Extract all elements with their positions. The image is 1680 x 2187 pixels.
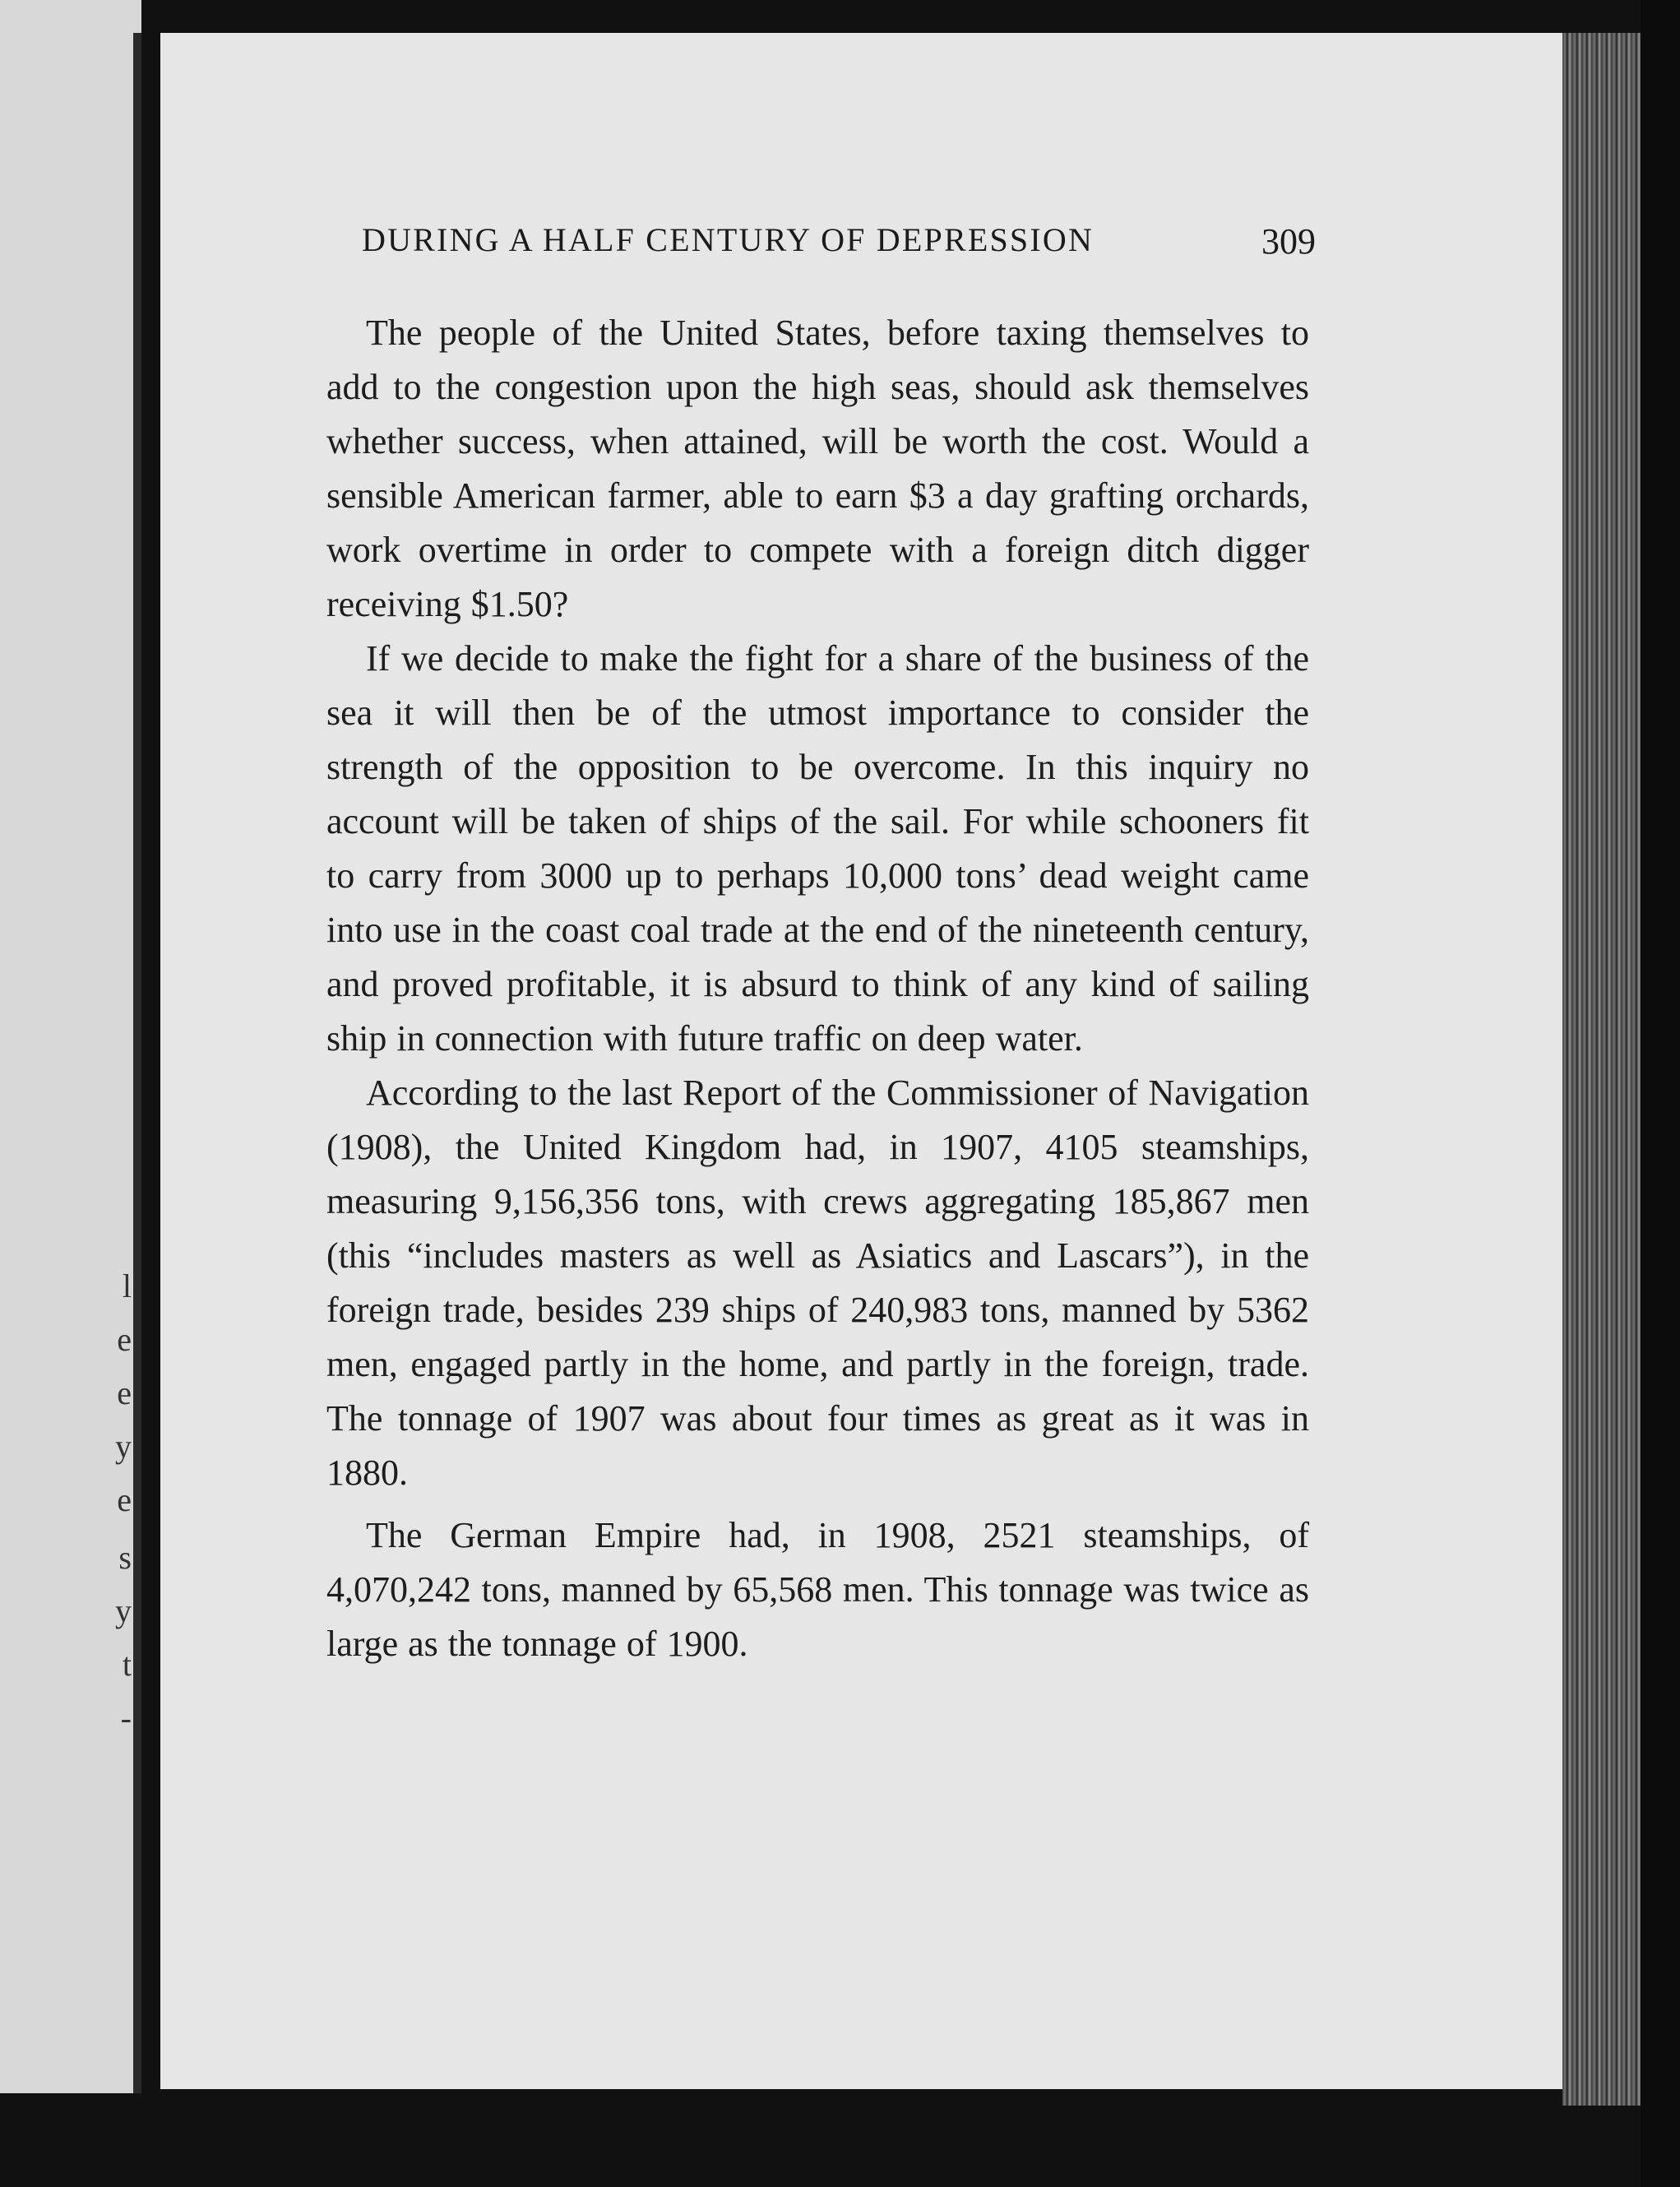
residue-char: e (117, 1321, 132, 1358)
page-header (362, 220, 1316, 270)
gutter-shadow (133, 33, 141, 2093)
residue-char: l (122, 1267, 132, 1304)
scan-border (1641, 0, 1680, 2187)
paragraph: According to the last Report of the Commissioner of Navigation (1908), the United Kingdom had, in 1907, 4105 steamships, measuring 9,156,356 tons, with crews aggregating 185,867 men (this “includes masters as well as Asiatics and Lascars”), in the foreign trade, besides 239 ships of 240,983 tons, manned by 5362 men, engaged partly in the home, and partly in the foreign, trade. The tonnage of 1907 was about four times as great as it was in 1880. (326, 1073, 1309, 1493)
page-number: 309 (1261, 221, 1316, 262)
residue-char: e (117, 1481, 132, 1518)
paragraph: If we decide to make the fight for a share of the business of the sea it will then be of the utmost importance to consider the strength of the opposition to be overcome. In this inquiry no account will be taken of ships of the sail. For while schooners fit to carry from 3000 up to perhaps 10,000 tons’ dead weight came into use in the coast coal trade at the end of the nineteenth century, and proved profitable, it is absurd to think of any kind of sailing ship in connection with future traffic on deep water. (326, 638, 1309, 1059)
paragraph: The people of the United States, before taxing themselves to add to the congestion upon the high seas, should ask themselves whether success, when attained, will be worth the cost. Would a sensible American farmer, able to earn $3 a day grafting orchards, work overtime in order to compete with a foreign ditch digger receiving $1.50? (326, 313, 1309, 624)
residue-char: s (118, 1539, 132, 1576)
residue-char: t (122, 1646, 132, 1683)
running-head: DURING A HALF CENTURY OF DEPRESSION (362, 221, 1095, 258)
page-edge-stack (1562, 33, 1645, 2106)
residue-char: y (115, 1428, 132, 1465)
paragraph: The German Empire had, in 1908, 2521 steamships, of 4,070,242 tons, manned by 65,568 men. This tonnage was twice as large as the tonnage of 1900. (326, 1515, 1309, 1664)
facing-page-text-residue (107, 0, 132, 2093)
residue-char: y (115, 1592, 132, 1629)
facing-page-edge (0, 0, 141, 2093)
residue-char: - (120, 1699, 132, 1736)
residue-char: e (117, 1374, 132, 1411)
page-body (326, 306, 1309, 1671)
